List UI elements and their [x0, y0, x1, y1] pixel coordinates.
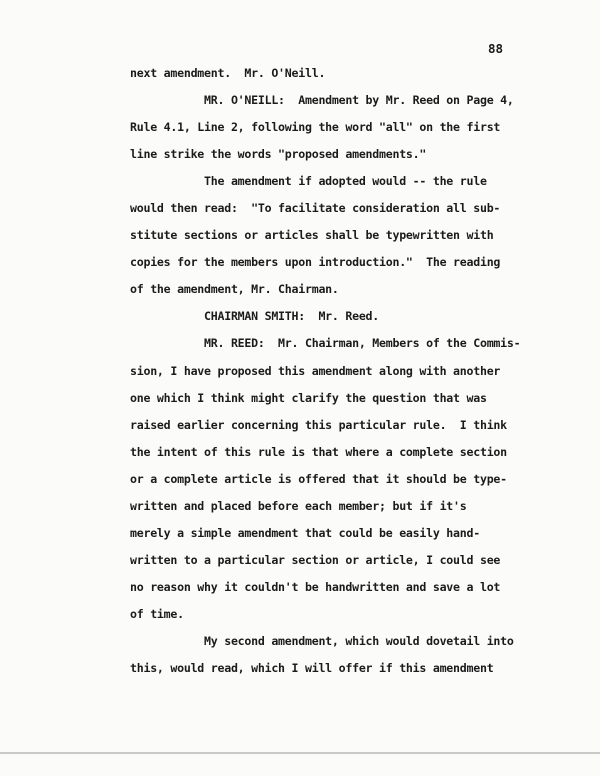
- transcript-line: Rule 4.1, Line 2, following the word "all" on the first: [130, 120, 501, 135]
- transcript-line: raised earlier concerning this particular rule. I think: [130, 417, 507, 432]
- transcript-line: one which I think might clarify the question that was: [130, 390, 487, 405]
- transcript-line: MR. O'NEILL: Amendment by Mr. Reed on Page 4,: [130, 93, 514, 108]
- transcript-line: written to a particular section or article, I could see: [130, 552, 501, 567]
- transcript-line: written and placed before each member; but if it's: [130, 498, 467, 513]
- transcript-body: [130, 60, 550, 682]
- transcript-line: sion, I have proposed this amendment along with another: [130, 363, 501, 378]
- transcript-line: My second amendment, which would dovetail into: [130, 633, 514, 648]
- transcript-line: The amendment if adopted would -- the rule: [130, 174, 487, 189]
- transcript-line: stitute sections or articles shall be typewritten with: [130, 228, 494, 243]
- transcript-line: of time.: [130, 606, 184, 621]
- page-number: 88: [488, 41, 504, 56]
- transcript-line: merely a simple amendment that could be easily hand-: [130, 525, 480, 540]
- transcript-line: this, would read, which I will offer if this amendment: [130, 661, 494, 676]
- transcript-line: would then read: "To facilitate consideration all sub-: [130, 201, 501, 216]
- page-bottom-edge: [0, 752, 600, 754]
- transcript-line: or a complete article is offered that it should be type-: [130, 471, 507, 486]
- transcript-line: copies for the members upon introduction." The reading: [130, 255, 501, 270]
- transcript-line: MR. REED: Mr. Chairman, Members of the Commis-: [130, 336, 521, 351]
- transcript-line: of the amendment, Mr. Chairman.: [130, 282, 339, 297]
- transcript-line: no reason why it couldn't be handwritten and save a lot: [130, 579, 501, 594]
- transcript-line: next amendment. Mr. O'Neill.: [130, 66, 326, 80]
- transcript-line: CHAIRMAN SMITH: Mr. Reed.: [130, 309, 380, 324]
- transcript-line: line strike the words "proposed amendments.": [130, 147, 427, 162]
- transcript-line: the intent of this rule is that where a complete section: [130, 444, 507, 459]
